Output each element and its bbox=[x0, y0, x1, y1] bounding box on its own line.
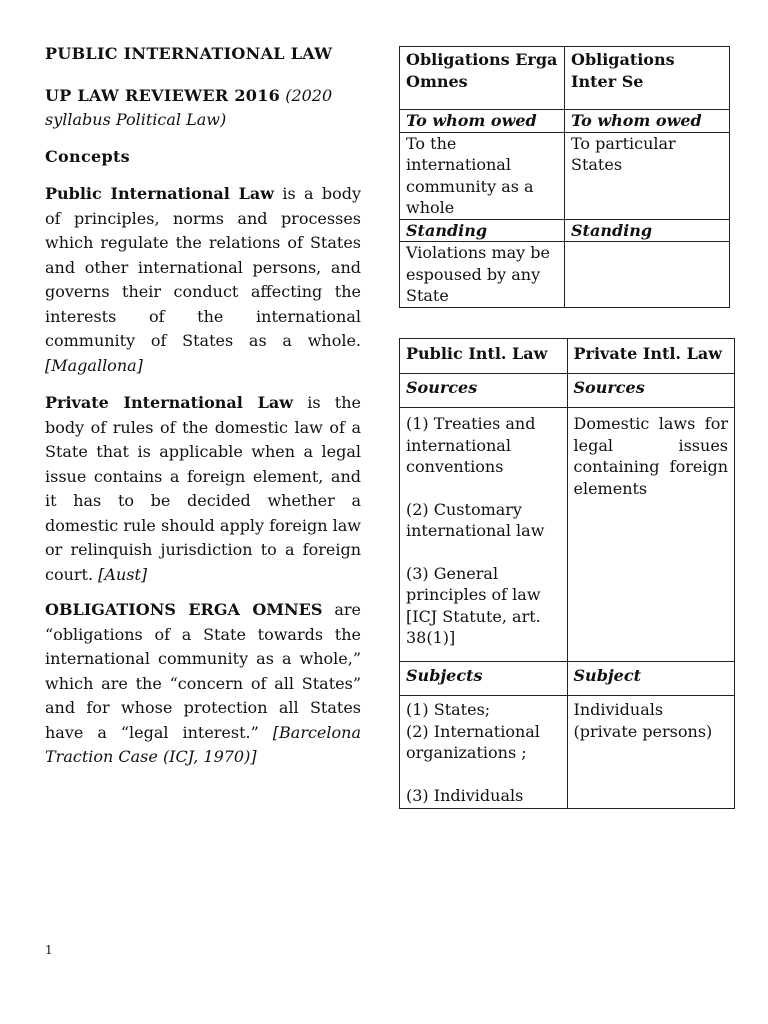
table-cell: Domestic laws for legal issues containing foreign elements bbox=[567, 408, 735, 662]
term-private-intl-law: Private International Law bbox=[45, 393, 293, 412]
paragraph-public-intl-law bbox=[45, 182, 361, 378]
term-public-intl-law: Public International Law bbox=[45, 184, 275, 203]
document-title: PUBLIC INTERNATIONAL LAW bbox=[45, 44, 333, 63]
reviewer-note-2: syllabus Political Law) bbox=[45, 110, 227, 129]
definition-text: is a body of principles, norms and processes which regulate the relations of States and other international persons, and governs their conduct affecting the interests of the international community of States as a whole. bbox=[45, 184, 361, 350]
table-subheader-cell: To whom owed bbox=[565, 110, 730, 133]
table-cell: Violations may be espoused by any State bbox=[400, 242, 565, 308]
definition-text: are “obligations of a State towards the international community as a whole,” which are the “concern of all States” and for whose protection all States have a “legal interest.” bbox=[45, 600, 362, 742]
table-cell: To the international community as a whole bbox=[400, 132, 565, 219]
table-header-cell: Obligations Inter Se bbox=[565, 47, 730, 110]
table-row bbox=[400, 242, 730, 308]
citation: [Barcelona Traction Case (ICJ, 1970)] bbox=[45, 722, 361, 766]
table-subheader-cell: Standing bbox=[565, 219, 730, 242]
table-cell bbox=[400, 696, 568, 809]
table-row bbox=[400, 132, 730, 219]
subject-item: (3) Individuals bbox=[406, 785, 524, 805]
table-subheader-cell: To whom owed bbox=[400, 110, 565, 133]
citation: [Magallona] bbox=[45, 355, 143, 375]
table-row bbox=[400, 110, 730, 133]
citation: [Aust] bbox=[98, 564, 148, 584]
source-item: (1) Treaties and international conventions bbox=[406, 414, 536, 476]
reviewer-line bbox=[45, 84, 332, 132]
table-cell: Individuals (private persons) bbox=[567, 696, 735, 809]
table-row bbox=[400, 696, 735, 809]
page-number: 1 bbox=[45, 943, 53, 957]
table-subheader-cell: Sources bbox=[567, 374, 735, 408]
table-header-cell: Private Intl. Law bbox=[567, 339, 735, 374]
source-item: (2) Customary international law bbox=[406, 499, 545, 540]
table-row bbox=[400, 47, 730, 110]
subject-item: (1) States; bbox=[406, 700, 491, 719]
definition-text: is the body of rules of the domestic law of a State that is applicable when a legal issue contains a foreign element, and it has to be decided whether a domestic rule should apply foreign law or relinquish jurisdiction to a foreign court. bbox=[45, 393, 361, 584]
section-heading-concepts: Concepts bbox=[45, 147, 130, 166]
obligations-table bbox=[399, 46, 730, 308]
table-subheader-cell: Subjects bbox=[400, 662, 568, 696]
table-cell bbox=[400, 408, 568, 662]
subject-item: (2) International organizations ; bbox=[406, 721, 540, 762]
paragraph-private-intl-law bbox=[45, 391, 361, 587]
table-cell bbox=[565, 242, 730, 308]
public-private-table bbox=[399, 338, 735, 809]
table-header-cell: Public Intl. Law bbox=[400, 339, 568, 374]
term-erga-omnes: OBLIGATIONS ERGA OMNES bbox=[45, 600, 323, 619]
paragraph-erga-omnes bbox=[45, 598, 361, 770]
table-subheader-cell: Sources bbox=[400, 374, 568, 408]
table-row bbox=[400, 339, 735, 374]
reviewer-title: UP LAW REVIEWER 2016 bbox=[45, 86, 281, 105]
table-row bbox=[400, 408, 735, 662]
reviewer-note-1: (2020 bbox=[285, 86, 333, 105]
source-item: (3) General principles of law [ICJ Statute, art. 38(1)] bbox=[406, 563, 541, 647]
table-subheader-cell: Standing bbox=[400, 219, 565, 242]
table-subheader-cell: Subject bbox=[567, 662, 735, 696]
table-row bbox=[400, 219, 730, 242]
table-row bbox=[400, 662, 735, 696]
table-header-cell: Obligations Erga Omnes bbox=[400, 47, 565, 110]
table-cell: To particular States bbox=[565, 132, 730, 219]
table-row bbox=[400, 374, 735, 408]
